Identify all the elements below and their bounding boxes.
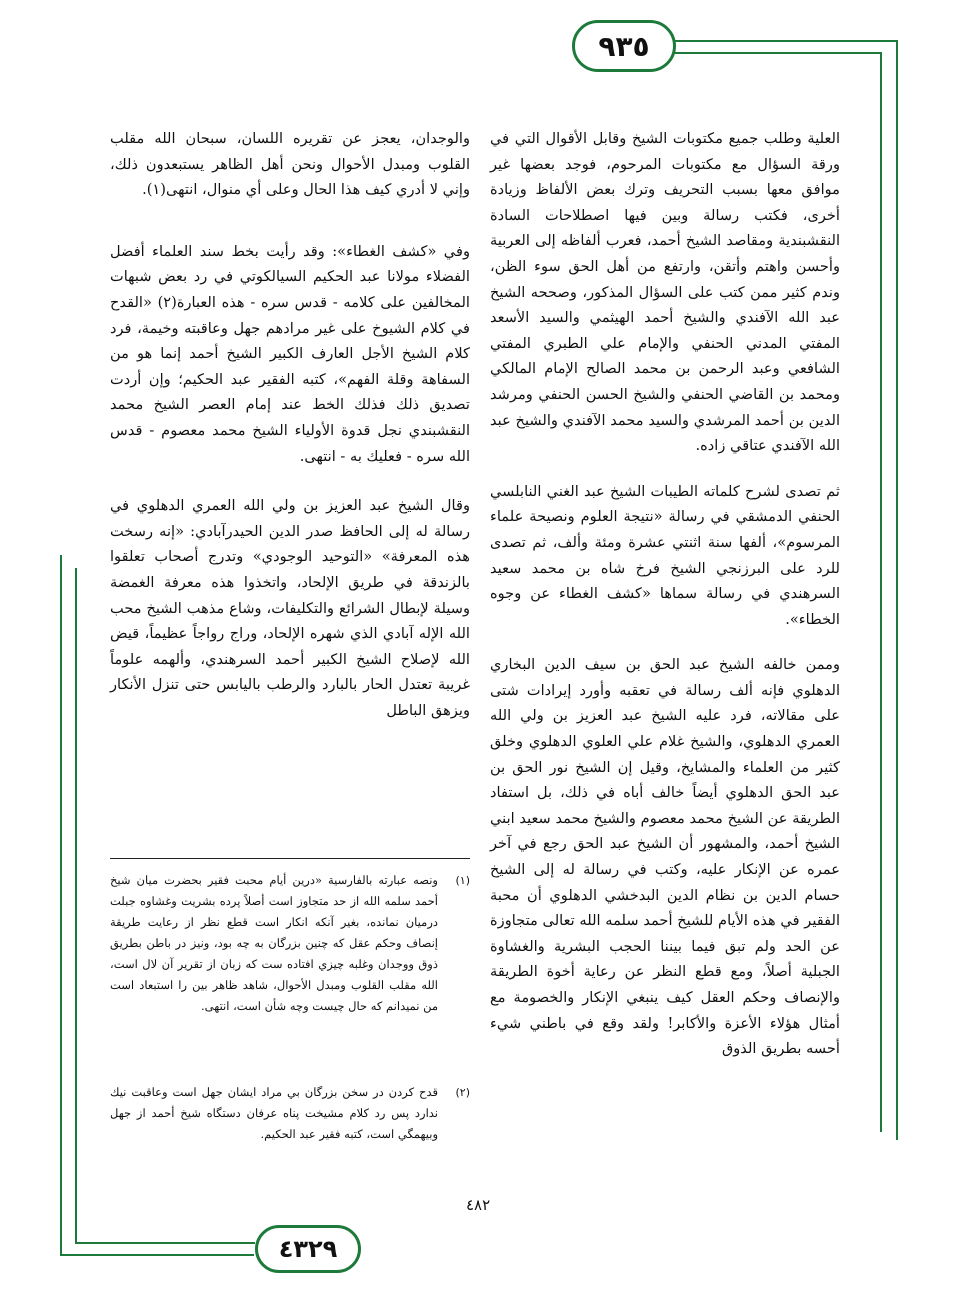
footnote-2-number: (٢) <box>455 1086 470 1099</box>
left-paragraph-2: وفي «كشف الغطاء»: وقد رأيت بخط سند العلماء أفضل الفضلاء مولانا عبد الحكيم السيالكوتي في رد بعض شبهات المخالفين على كلامه - قدس سره - هذه العبارة(٢) «القدح في كلام الشيوخ على غير مرادهم جهل وعاقبته وخيمة، فرد كلام الشيخ الأجل العارف الكبير الشيخ أحمد إنما هو من السفاهة وقلة الفهم»، كتبه الفقير عبد الحكيم؛ وإن أردت تصديق ذلك فذلك الخط عند إمام العصر الشيخ محمد النقشبندي نجل قدوة الأولياء الشيخ محمد معصوم - قدس الله سره - فعليك به - انتهى. <box>110 242 470 465</box>
frame-bottom-line-outer <box>60 1254 254 1256</box>
header-number: ٩٣٥ <box>598 29 650 63</box>
footnote-1-number: (١) <box>455 874 470 887</box>
frame-right-line-inner <box>880 52 882 1132</box>
footnote-2 <box>110 1082 470 1145</box>
right-paragraph-2: ثم تصدى لشرح كلماته الطيبات الشيخ عبد الغني النابلسي الحنفي الدمشقي في رسالة «نتيجة العلوم ونصيحة علماء المرسوم»، ألفها سنة اثنتي عشرة ومئة وألف، ثم تصدى للرد على البرزنجي الشيخ فرخ شاه بن محمد سعيد السرهندي في رسالة سماها «كشف الغطاء عن وجوه الخطاء». <box>490 482 840 628</box>
footnote-separator <box>110 858 470 859</box>
footnote-1-text: ونصه عبارته بالفارسية «درين أيام محبت فقير بحضرت ميان شيخ أحمد سلمه الله از حد متجاوز است أصلاً پرده بشريت وغشاوه جبلت درميان نمانده، بغير آنكه انكار است قطع نظر از رعايت طريقة إنصاف وحكم عقل كه چنين بزرگان به چه بود، ونيز در باطن بطريق ذوق ووجدان وغلبه چيزي افتاده ست كه زبان از تقرير آن لال است، الله مقلب القلوب ومبدل الأحوال، شاهد ظاهر بين را استبعاد است من نميدانم كه حال چيست وچه شأن است، انتهى. <box>110 873 438 1013</box>
frame-left-line-inner <box>75 568 77 1244</box>
left-column <box>110 126 470 723</box>
footnote-2-text: قدح كردن در سخن بزرگان بي مراد ايشان جهل است وعاقبت نيك ندارد پس رد كلام مشيخت پناه عرفان دستگاه شيخ أحمد از جهل وبيهمگي است، كتبه فقير عبد الحكيم. <box>110 1085 438 1141</box>
left-paragraph-1: والوجدان، يعجز عن تقريره اللسان، سبحان الله مقلب القلوب ومبدل الأحوال ونحن أهل الظاهر يستبعدون ذلك، وإني لا أدري كيف هذا الحال وعلى أي منوال، انتهى(١). <box>110 130 470 199</box>
footnote-1 <box>110 870 470 1017</box>
right-column <box>490 126 840 1062</box>
frame-top-line-inner <box>672 52 882 54</box>
right-paragraph-3: وممن خالفه الشيخ عبد الحق بن سيف الدين البخاري الدهلوي فإنه ألف رسالة في تعقبه وأورد إيرادات شتى على مقالاته، فرد عليه الشيخ عبد العزيز بن ولي الله العمري الدهلوي، والشيخ غلام علي العلوي الدهلوي وخلق كثير من العلماء والمشايخ، وقيل إن الشيخ نور الحق بن عبد الحق الدهلوي أيضاً خالف أباه في ذلك، بل استفاد الطريقة عن الشيخ محمد معصوم والشيخ محمد سعيد ابني الشيخ أحمد، والمشهور أن الشيخ عبد الحق رجع في آخر عمره عن الإنكار عليه، وكتب في رسالة له إلى الشيخ حسام الدين بن نظام الدين البدخشي الدهلوي أن محبة الفقير في هذه الأيام للشيخ أحمد سلمه الله تعالى متجاوزة عن الحد ولم تبق فيما بيننا الحجب البشرية والغشاوة الجبلية أصلاً، ومع قطع النظر عن رعاية أخوة الطريقة والإنصاف وحكم العقل كيف ينبغي الإنكار والخصومة مع أمثال هؤلاء الأعزة والأكابر! ولقد وقع في باطني شيء أحسه بطريق الذوق <box>490 656 840 1058</box>
footer-number: ٤٣٢٩ <box>278 1235 338 1263</box>
frame-left-line-outer <box>60 555 62 1255</box>
header-number-oval <box>572 20 676 72</box>
left-paragraph-3: وقال الشيخ عبد العزيز بن ولي الله العمري الدهلوي في رسالة له إلى الحافظ صدر الدين الحيدرآبادي: «إنه رسخت هذه المعرفة» «التوحيد الوجودي» وتدرج أصحاب تعلقوا بالزندقة في طريق الإلحاد، واتخذوا هذه معرفة الغمضة وسيلة لإبطال الشرائع والتكليفات، وشاع مذهب الشيخ محب الله الإله آبادي الذي شهره الإلحاد، وراج رواجاً عظيماً، قيض الله لإصلاح الشيخ الكبير أحمد السرهندي، وألهمه علوماً غريبة تعتدل الحار بالبارد والرطب باليابس حتى تنزل الأنكار ويزهق الباطل <box>110 497 470 719</box>
frame-bottom-line-inner <box>75 1242 255 1244</box>
right-paragraph-1: العلية وطلب جميع مكتوبات الشيخ وقابل الأقوال التي في ورقة السؤال مع مكتوبات المرحوم، فوجد بعضها غير موافق معها بسبب التحريف وترك بعض الألفاظ وزيادة أخرى، فكتب رسالة وبين فيها اصطلاحات السادة النقشبندية ومقاصد الشيخ أحمد، فعرب ألفاظه إلى العربية وأحسن واهتم وأتقن، وارتفع من أهل الحق سوء الظن، وندم كثير ممن كتب على السؤال المذكور، وصححه الشيخ عبد الله الآفندي والشيخ أحمد الهيثمي والسيد الأسعد المفتي المدني الحنفي والإمام علي الطبري المفتي الشافعي وعبد الرحمن بن محمد الصالح الإمام المالكي ومحمد بن القاضي الحنفي والشيخ الحسن الحنفي ومرشد الدين بن أحمد المرشدي والسيد محمد الآفندي والشيخ عبد الله الآفندي عتاقي زاده. <box>490 130 840 455</box>
footer-number-oval <box>255 1225 361 1273</box>
frame-top-line-outer <box>672 40 898 42</box>
frame-right-line-outer <box>896 40 898 1140</box>
page-number: ٤٨٢ <box>466 1196 491 1214</box>
